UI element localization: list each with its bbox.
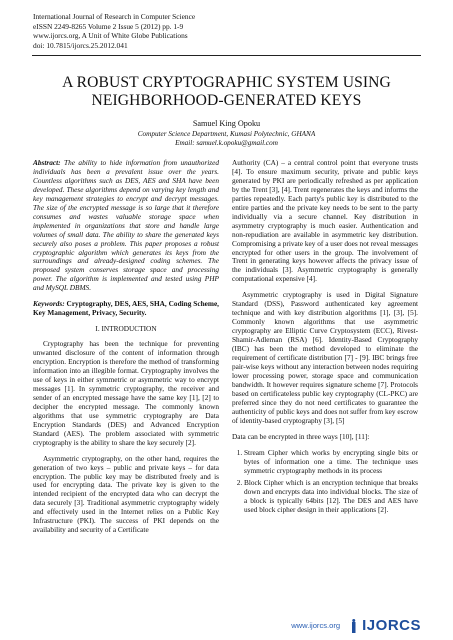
right-paragraph-3: Data can be encrypted in three ways [10], [11]: [232, 431, 370, 441]
author-email[interactable]: Email: samuel.k.opoku@gmail.com [175, 139, 278, 147]
logo-text: IJORCS [362, 617, 421, 634]
logo-mark-icon [348, 619, 360, 633]
keywords-text: Cryptography, DES, AES, SHA, Coding Scheme, Key Management, Privacy, Security. [33, 299, 220, 318]
paper-title [32, 74, 421, 109]
footer-url[interactable]: www.ijorcs.org [291, 621, 341, 630]
intro-paragraph-1: Cryptography has been the technique for preventing unwanted disclosure of the content of information through encryption. Encryption is therefore the method of transforming information into an illegible format. Cryptography involves the use of keys in either symmetric or asymmetric way to encrypt messages [1]. In symmetric cryptography, the receiver and sender of an encrypted message have the same key [1], [2] to decipher the encrypted message. The commonly known algorithms that use symmetric cryptography are Data Encryption Standards (DES) and Advanced Encryption Standard (AES). The problem associated with symmetric cryptography is the ability to share the key securely [2]. [33, 339, 219, 447]
keywords-label: Keywords: [33, 299, 65, 309]
header-journal-name: International Journal of Research in Computer Science [33, 12, 196, 21]
list-item: 2. Block Cipher which is an encryption technique that breaks down and encrypts data into individual blocks. The size of a block is typically 64bits [12]. The DES and AES have used block cipher design in their applications [2]. [244, 479, 418, 515]
right-paragraph-1: Authority (CA) – a central control point that everyone trusts [4]. To ensure maximum security, private and public keys generated by PKI are periodically refreshed as per application by the Trent [3], [4]. Trent regenerates the keys and informs the parties repeatedly. Each party's public key is distributed to the entire parties and the private key needs to be sent to the party individually via a secure channel. Key distribution in asymmetry cryptography is much easier. Authentication and non-repudiation are available in asymmetric key distribution. Compromising a private key of a user does not reveal messages encrypted for other users in the group. The involvement of Trent in generating keys however affects the privacy issue of the individuals [3]. Asymmetric cryptography is generally computational expensive [4]. [232, 158, 418, 284]
abstract-label: Abstract: [33, 158, 61, 167]
author-name: Samuel King Opoku [192, 119, 261, 128]
title-line-2: NEIGHBORHOOD-GENERATED KEYS [91, 91, 362, 109]
journal-logo [348, 617, 421, 634]
header-doi: doi: 10.7815/ijorcs.25.2012.041 [33, 40, 128, 50]
journal-header [33, 12, 195, 50]
keywords [33, 300, 219, 318]
abstract [33, 159, 219, 293]
right-paragraph-2: Asymmetric cryptography is used in Digital Signature Standard (DSS), Password authenticated key agreement technique and with key distribution algorithms [1], [3], [5]. Commonly known algorithms that use asymmetric cryptography are Elliptic Curve Cryptosystem (ECC), Rivest-Shamir-Adleman (RSA) [6]. Identity-Based Cryptography (IBC) has been the method developed to eliminate the requirement of certificate distribution [7] - [9]. IBC brings free pair-wise keys without any interaction between nodes requiring lower processing power, storage space and communication bandwidth. It however requires signature scheme [7]. Protocols based on certificateless public key cryptography (CL-PKC) are preferred since they do not need certificates to guarantee the authenticity of public keys and does not suffer from key escrow of identity-based cryptography [3], [5] [232, 290, 418, 425]
title-line-1: A ROBUST CRYPTOGRAPHIC SYSTEM USING [62, 74, 391, 91]
header-website: www.ijorcs.org, A Unit of White Globe Publications [33, 31, 188, 41]
encryption-methods-list [232, 449, 418, 516]
intro-paragraph-2: Asymmetric cryptography, on the other hand, requires the generation of two keys – public and private keys – for data encryption. The public key may be distributed freely and is used for encrypting data. The private key is given to the intended recipient of the encrypted data who can decrypt the data securely [3]. Traditional asymmetric cryptography widely and effectively used in the Internet relies on a Public Key Infrastructure (PKI). The success of PKI depends on the availability and security of a Certificate [33, 453, 219, 535]
page-footer [291, 617, 421, 634]
header-issn: eISSN 2249-8265 Volume 2 Issue 5 (2012) pp. 1-9 [33, 21, 184, 31]
abstract-text: The ability to hide information from unauthorized individuals has been a prevalent issue over the years. Countless algorithms such as DES, AES and SHA have been developed. These algorithms depend on varying key length and key management strategies to encrypt and decrypt messages. The size of the encrypted message is so large that it therefore consumes and wastes valuable storage space when implemented in organizations that store and handle large volumes of small data. The ability to share the generated keys securely also poses a problem. This paper proposes a robust cryptographic algorithm which generates its keys from the surroundings and already-designed coding schemes. The proposed system conserves storage space and processing power. The algorithm is implemented and tested using PHP and MySQL DBMS. [33, 158, 220, 293]
left-column [33, 159, 219, 542]
author-affiliation [32, 130, 421, 148]
section-heading-introduction: I. INTRODUCTION [95, 324, 157, 334]
list-item: 1. Stream Cipher which works by encrypting single bits or bytes of information one a time. The technique uses symmetric cryptography methods in its process [244, 449, 418, 476]
right-column [232, 159, 418, 519]
affiliation-text: Computer Science Department, Kumasi Polytechnic, GHANA [137, 130, 316, 138]
header-divider [32, 55, 421, 56]
